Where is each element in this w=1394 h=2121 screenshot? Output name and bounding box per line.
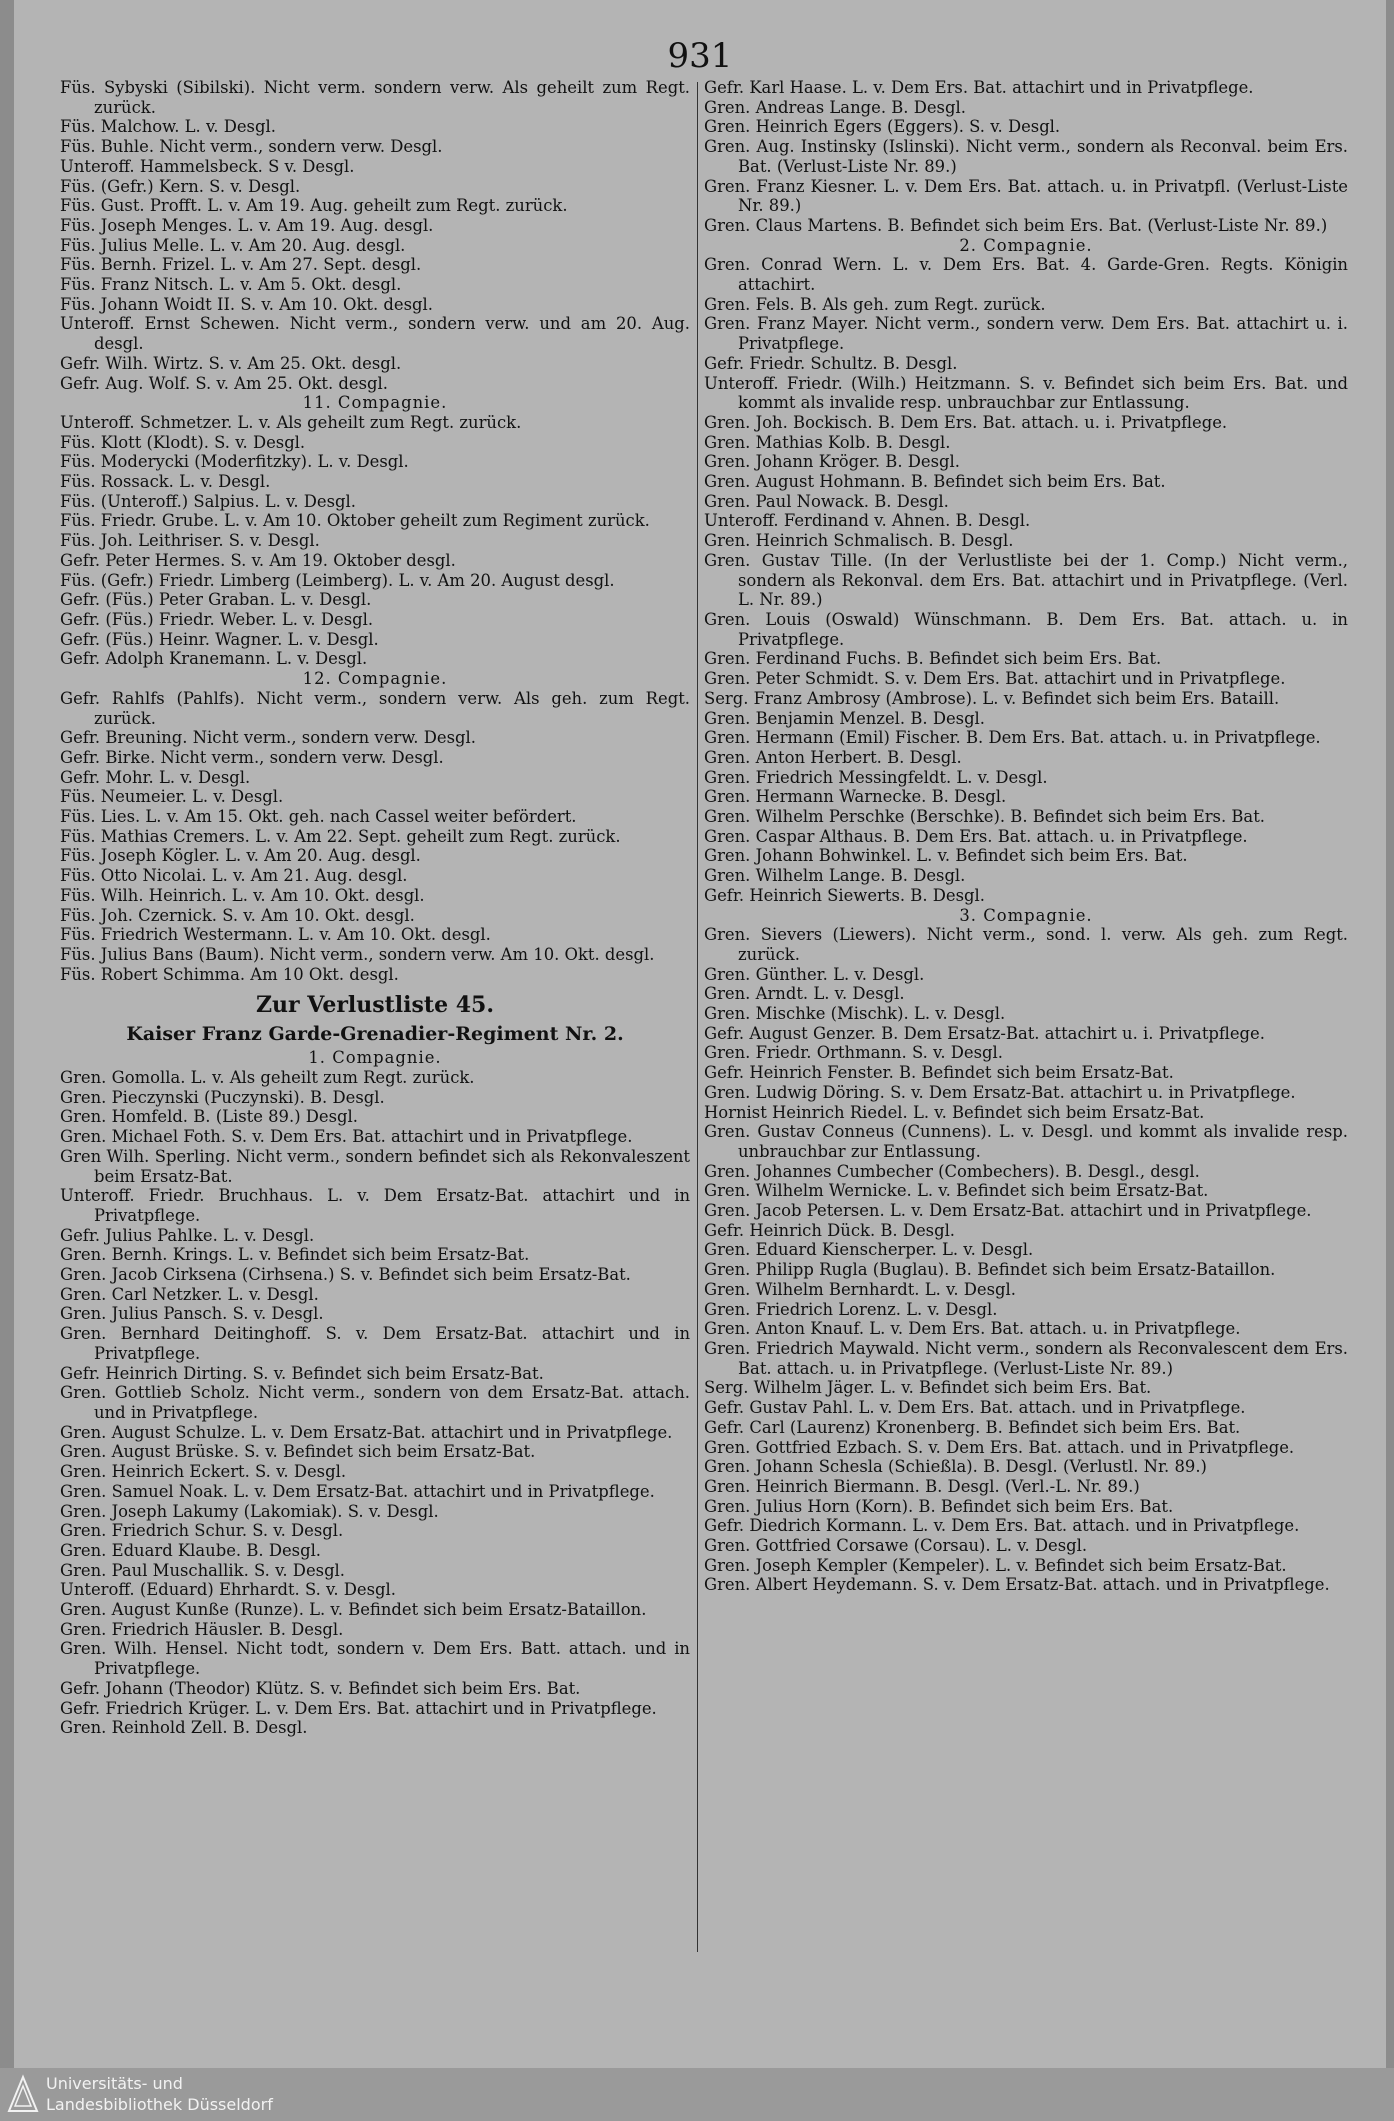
list-entry: Gefr. Breuning. Nicht verm., sondern verw. Desgl. (60, 728, 476, 748)
list-entry: Gren. Aug. Instinsky (Islinski). Nicht verm., sondern als Reconval. beim Ers. Bat. (Verlust-Liste Nr. 89.) (704, 137, 1348, 176)
list-entry: Gren. Anton Knauf. L. v. Dem Ers. Bat. attach. u. in Privatpflege. (704, 1319, 1241, 1339)
list-entry: Gren. Wilh. Hensel. Nicht todt, sondern v. Dem Ers. Batt. attach. und in Privatpflege. (60, 1639, 690, 1679)
list-entry: Gren. Johann Bohwinkel. L. v. Befindet sich beim Ers. Bat. (704, 846, 1188, 866)
list-entry: Füs. Johann Woidt II. S. v. Am 10. Okt. desgl. (60, 294, 433, 314)
list-entry: Gren. Anton Herbert. B. Desgl. (704, 747, 962, 767)
list-entry: Gren. Gottfried Corsawe (Corsau). L. v. Desgl. (704, 1536, 1088, 1556)
list-entry: Gren. Julius Horn (Korn). B. Befindet sich beim Ers. Bat. (704, 1496, 1174, 1516)
section-title: Zur Verlustliste 45. (255, 992, 495, 1019)
list-entry: Gren. Wilhelm Bernhardt. L. v. Desgl. (704, 1279, 1016, 1299)
list-entry: Gren. Bernhard Deitinghoff. S. v. Dem Ersatz-Bat. attachirt und in Privatpflege. (60, 1324, 690, 1363)
list-entry: Gren. Gustav Conneus (Cunnens). L. v. Desgl. und kommt als invalide resp. unbrauchbar zur Entlassung. (704, 1122, 1348, 1161)
list-entry: Gren. Caspar Althaus. B. Dem Ers. Bat. attach. u. in Privatpflege. (704, 826, 1248, 846)
list-entry: Füs. Gust. Profft. L. v. Am 19. Aug. geheilt zum Regt. zurück. (60, 196, 568, 216)
list-entry: Unteroff. Ernst Schewen. Nicht verm., sondern verw. und am 20. Aug. desgl. (60, 314, 690, 354)
list-entry: Füs. Joseph Kögler. L. v. Am 20. Aug. desgl. (60, 846, 421, 866)
list-entry: Unteroff. Hammelsbeck. S v. Desgl. (60, 156, 355, 176)
list-entry: Gren. Hermann (Emil) Fischer. B. Dem Ers. Bat. attach. u. in Privatpflege. (704, 728, 1321, 748)
list-entry: Füs. Franz Nitsch. L. v. Am 5. Okt. desgl. (60, 275, 402, 295)
list-entry: Gren. August Kunße (Runze). L. v. Befindet sich beim Ersatz-Bataillon. (60, 1600, 647, 1620)
list-entry: Gren. Friedrich Lorenz. L. v. Desgl. (704, 1299, 998, 1319)
list-entry: Gren. Mischke (Mischk). L. v. Desgl. (704, 1004, 1006, 1024)
list-entry: Gren Wilh. Sperling. Nicht verm., sondern befindet sich als Rekonvaleszent beim Ersatz-Bat. (60, 1146, 690, 1186)
list-entry: Gren. Friedr. Orthmann. S. v. Desgl. (704, 1043, 1003, 1063)
list-entry: Füs. Neumeier. L. v. Desgl. (60, 787, 284, 807)
list-entry: Gefr. Diedrich Kormann. L. v. Dem Ers. Bat. attach. und in Privatpflege. (704, 1516, 1300, 1536)
list-entry: Füs. Julius Bans (Baum). Nicht verm., sondern verw. Am 10. Okt. desgl. (60, 944, 655, 964)
list-entry: Gren. August Hohmann. B. Befindet sich beim Ers. Bat. (704, 472, 1166, 492)
list-entry: Gren. Jacob Cirksena (Cirhsena.) S. v. Befindet sich beim Ersatz-Bat. (60, 1265, 631, 1285)
list-entry: Füs. Malchow. L. v. Desgl. (60, 117, 276, 137)
list-entry: Gren. Paul Muschallik. S. v. Desgl. (60, 1560, 346, 1580)
right-column (704, 78, 1348, 1595)
list-entry: Gren. Homfeld. B. (Liste 89.) Desgl. (60, 1107, 358, 1127)
list-entry: Unteroff. Friedr. Bruchhaus. L. v. Dem Ersatz-Bat. attachirt und in Privatpflege. (60, 1186, 690, 1225)
company-heading: 12. Compagnie. (302, 669, 448, 689)
company-heading: 1. Compagnie. (308, 1048, 442, 1068)
list-entry: Gren. August Schulze. L. v. Dem Ersatz-Bat. attachirt und in Privatpflege. (60, 1422, 673, 1442)
list-entry: Gren. Günther. L. v. Desgl. (704, 964, 925, 984)
list-entry: Gren. Paul Nowack. B. Desgl. (704, 491, 949, 511)
list-entry: Gren. Philipp Rugla (Buglau). B. Befindet sich beim Ersatz-Bataillon. (704, 1260, 1276, 1280)
page-sheet (14, 0, 1386, 2068)
list-entry: Gefr. (Füs.) Friedr. Weber. L. v. Desgl. (60, 609, 374, 629)
list-entry: Füs. (Gefr.) Kern. S. v. Desgl. (60, 176, 301, 196)
company-heading: 3. Compagnie. (959, 905, 1093, 925)
list-entry: Gefr. Heinrich Fenster. B. Befindet sich beim Ersatz-Bat. (704, 1063, 1174, 1083)
list-entry: Füs. Moderycki (Moderfitzky). L. v. Desgl. (60, 452, 409, 472)
list-entry: Gren. Gottfried Ezbach. S. v. Dem Ers. Bat. attach. und in Privatpflege. (704, 1437, 1295, 1457)
list-entry: Gren. Joseph Kempler (Kempeler). L. v. Befindet sich beim Ersatz-Bat. (704, 1555, 1287, 1575)
list-entry: Gren. Bernh. Krings. L. v. Befindet sich beim Ersatz-Bat. (60, 1245, 530, 1265)
list-entry: Gefr. Aug. Wolf. S. v. Am 25. Okt. desgl. (60, 373, 388, 393)
list-entry: Gren. Benjamin Menzel. B. Desgl. (704, 708, 986, 728)
regiment-title: Kaiser Franz Garde-Grenadier-Regiment Nr. 2. (126, 1023, 624, 1046)
list-entry: Füs. Mathias Cremers. L. v. Am 22. Sept. geheilt zum Regt. zurück. (60, 826, 621, 846)
company-heading: 11. Compagnie. (302, 393, 448, 413)
list-entry: Gren. August Brüske. S. v. Befindet sich beim Ersatz-Bat. (60, 1442, 536, 1462)
list-entry: Gren. Friedrich Maywald. Nicht verm., sondern als Reconvalescent dem Ers. Bat. attach. u. in Privatpflege. (Verlust-Liste Nr. 89.) (704, 1339, 1348, 1378)
list-entry: Gren. Friedrich Schur. S. v. Desgl. (60, 1521, 344, 1541)
list-entry: Füs. Wilh. Heinrich. L. v. Am 10. Okt. desgl. (60, 885, 425, 905)
list-entry: Gren. Michael Foth. S. v. Dem Ers. Bat. attachirt und in Privatpflege. (60, 1127, 633, 1147)
list-entry: Gren. Eduard Kienscherper. L. v. Desgl. (704, 1240, 1034, 1260)
list-entry: Gren. Franz Mayer. Nicht verm., sondern verw. Dem Ers. Bat. attachirt u. i. Privatpflege. (704, 314, 1348, 354)
list-entry: Gren. Gottlieb Scholz. Nicht verm., sondern von dem Ersatz-Bat. attach. und in Privatpflege. (60, 1383, 690, 1422)
list-entry: Gren. Carl Netzker. L. v. Desgl. (60, 1284, 319, 1304)
list-entry: Gefr. Heinrich Dirting. S. v. Befindet sich beim Ersatz-Bat. (60, 1363, 544, 1383)
list-entry: Gefr. Peter Hermes. S. v. Am 19. Oktober desgl. (60, 550, 456, 570)
library-footer (0, 2068, 1394, 2121)
list-entry: Gren. Heinrich Schmalisch. B. Desgl. (704, 531, 1014, 551)
list-entry: Füs. (Gefr.) Friedr. Limberg (Leimberg). L. v. Am 20. August desgl. (60, 570, 615, 590)
list-entry: Gren. Conrad Wern. L. v. Dem Ers. Bat. 4. Garde-Gren. Regts. Königin attachirt. (704, 255, 1348, 295)
list-entry: Füs. Robert Schimma. Am 10 Okt. desgl. (60, 964, 399, 984)
list-entry: Gefr. August Genzer. B. Dem Ersatz-Bat. attachirt u. i. Privatpflege. (704, 1023, 1265, 1043)
list-entry: Gren. Julius Pansch. S. v. Desgl. (60, 1304, 324, 1324)
list-entry: Füs. (Unteroff.) Salpius. L. v. Desgl. (60, 491, 356, 511)
list-entry: Gefr. Heinrich Siewerts. B. Desgl. (704, 885, 985, 905)
list-entry: Gefr. Johann (Theodor) Klütz. S. v. Befindet sich beim Ers. Bat. (60, 1678, 581, 1698)
list-entry: Füs. Klott (Klodt). S. v. Desgl. (60, 432, 306, 452)
left-column (60, 78, 690, 1738)
list-entry: Gefr. Birke. Nicht verm., sondern verw. Desgl. (60, 747, 444, 767)
list-entry: Gefr. Gustav Pahl. L. v. Dem Ers. Bat. attach. und in Privatpflege. (704, 1398, 1246, 1418)
list-entry: Gefr. Wilh. Wirtz. S. v. Am 25. Okt. desgl. (60, 353, 402, 373)
list-entry: Gren. Fels. B. Als geh. zum Regt. zurück. (704, 294, 1046, 314)
list-entry: Gren. Ferdinand Fuchs. B. Befindet sich beim Ers. Bat. (704, 649, 1162, 669)
list-entry: Gren. Hermann Warnecke. B. Desgl. (704, 787, 1007, 807)
list-entry: Gren. Andreas Lange. B. Desgl. (704, 97, 966, 117)
list-entry: Füs. Friedrich Westermann. L. v. Am 10. Okt. desgl. (60, 925, 491, 945)
list-entry: Unteroff. (Eduard) Ehrhardt. S. v. Desgl. (60, 1580, 396, 1600)
list-entry: Füs. Joseph Menges. L. v. Am 19. Aug. desgl. (60, 215, 434, 235)
list-entry: Füs. Sybyski (Sibilski). Nicht verm. sondern verw. Als geheilt zum Regt. zurück. (60, 78, 690, 117)
list-entry: Gren. Ludwig Döring. S. v. Dem Ersatz-Bat. attachirt u. in Privatpflege. (704, 1082, 1296, 1102)
list-entry: Gren. Friedrich Häusler. B. Desgl. (60, 1619, 344, 1639)
list-entry: Gren. Eduard Klaube. B. Desgl. (60, 1540, 322, 1560)
list-entry: Gren. Sievers (Liewers). Nicht verm., sond. l. verw. Als geh. zum Regt. zurück. (704, 925, 1348, 964)
list-entry: Füs. Rossack. L. v. Desgl. (60, 472, 271, 492)
list-entry: Gren. Heinrich Egers (Eggers). S. v. Desgl. (704, 117, 1061, 137)
list-entry: Füs. Friedr. Grube. L. v. Am 10. Oktober geheilt zum Regiment zurück. (60, 511, 650, 531)
list-entry: Gefr. Julius Pahlke. L. v. Desgl. (60, 1225, 315, 1245)
list-entry: Gren. Reinhold Zell. B. Desgl. (60, 1718, 308, 1738)
list-entry: Füs. Joh. Leithriser. S. v. Desgl. (60, 531, 320, 551)
list-entry: Gefr. Friedr. Schultz. B. Desgl. (704, 353, 958, 373)
list-entry: Gren. Samuel Noak. L. v. Dem Ersatz-Bat. attachirt und in Privatpflege. (60, 1481, 655, 1501)
list-entry: Gefr. (Füs.) Peter Graban. L. v. Desgl. (60, 590, 372, 610)
list-entry: Gren. Mathias Kolb. B. Desgl. (704, 432, 951, 452)
library-name (46, 2073, 273, 2115)
list-entry: Gren. Wilhelm Perschke (Berschke). B. Befindet sich beim Ers. Bat. (704, 807, 1266, 827)
list-entry: Unteroff. Ferdinand v. Ahnen. B. Desgl. (704, 511, 1031, 531)
list-entry: Gren. Heinrich Eckert. S. v. Desgl. (60, 1462, 347, 1482)
list-entry: Gefr. Adolph Kranemann. L. v. Desgl. (60, 649, 368, 669)
list-entry: Füs. Buhle. Nicht verm., sondern verw. Desgl. (60, 137, 443, 157)
page-number: 931 (667, 36, 733, 76)
list-entry: Hornist Heinrich Riedel. L. v. Befindet sich beim Ersatz-Bat. (704, 1102, 1205, 1122)
list-entry: Gren. Wilhelm Wernicke. L. v. Befindet sich beim Ersatz-Bat. (704, 1181, 1209, 1201)
list-entry: Gren. Friedrich Messingfeldt. L. v. Desgl. (704, 767, 1048, 787)
list-entry: Gren. Pieczynski (Puczynski). B. Desgl. (60, 1087, 385, 1107)
list-entry: Gren. Claus Martens. B. Befindet sich beim Ers. Bat. (Verlust-Liste Nr. 89.) (704, 215, 1328, 235)
list-entry: Gren. Johann Schesla (Schießla). B. Desgl. (Verlustl. Nr. 89.) (704, 1457, 1207, 1477)
list-entry: Gefr. (Füs.) Heinr. Wagner. L. v. Desgl. (60, 629, 379, 649)
list-entry: Serg. Wilhelm Jäger. L. v. Befindet sich beim Ers. Bat. (704, 1378, 1152, 1398)
list-entry: Gren. Louis (Oswald) Wünschmann. B. Dem Ers. Bat. attach. u. in Privatpflege. (704, 609, 1348, 649)
list-entry: Gefr. Rahlfs (Pahlfs). Nicht verm., sondern verw. Als geh. zum Regt. zurück. (60, 688, 690, 728)
list-entry: Serg. Franz Ambrosy (Ambrose). L. v. Befindet sich beim Ers. Bataill. (704, 688, 1280, 708)
list-entry: Gren. Gustav Tille. (In der Verlustliste bei der 1. Comp.) Nicht verm., sondern als Rekonval. dem Ers. Bat. attachirt und in Privatpflege. (Verl. L. Nr. 89.) (704, 550, 1348, 610)
list-entry: Füs. Joh. Czernick. S. v. Am 10. Okt. desgl. (60, 905, 415, 925)
list-entry: Gefr. Karl Haase. L. v. Dem Ers. Bat. attachirt und in Privatpflege. (704, 78, 1254, 97)
list-entry: Unteroff. Schmetzer. L. v. Als geheilt zum Regt. zurück. (60, 412, 522, 432)
list-entry: Gren. Jacob Petersen. L. v. Dem Ersatz-Bat. attachirt und in Privatpflege. (704, 1201, 1312, 1221)
list-entry: Gren. Johannes Cumbecher (Combechers). B. Desgl., desgl. (704, 1161, 1200, 1181)
column-divider (697, 82, 698, 1952)
list-entry: Füs. Lies. L. v. Am 15. Okt. geh. nach Cassel weiter befördert. (60, 807, 577, 827)
list-entry: Gefr. Friedrich Krüger. L. v. Dem Ers. Bat. attachirt und in Privatpflege. (60, 1698, 657, 1718)
list-entry: Gren. Peter Schmidt. S. v. Dem Ers. Bat. attachirt und in Privatpflege. (704, 669, 1286, 689)
list-entry: Gefr. Carl (Laurenz) Kronenberg. B. Befindet sich beim Ers. Bat. (704, 1417, 1241, 1437)
library-name-line2: Landesbibliothek Düsseldorf (46, 2095, 273, 2114)
list-entry: Gren. Joh. Bockisch. B. Dem Ers. Bat. attach. u. i. Privatpflege. (704, 412, 1228, 432)
list-entry: Füs. Bernh. Frizel. L. v. Am 27. Sept. desgl. (60, 255, 422, 275)
list-entry: Gren. Wilhelm Lange. B. Desgl. (704, 866, 966, 886)
list-entry: Gren. Gomolla. L. v. Als geheilt zum Regt. zurück. (60, 1068, 475, 1088)
list-entry: Gren. Joseph Lakumy (Lakomiak). S. v. Desgl. (60, 1501, 439, 1521)
list-entry: Gren. Johann Kröger. B. Desgl. (704, 452, 960, 472)
list-entry: Gefr. Mohr. L. v. Desgl. (60, 767, 251, 787)
library-name-line1: Universitäts- und (46, 2074, 183, 2093)
list-entry: Gefr. Heinrich Dück. B. Desgl. (704, 1220, 956, 1240)
company-heading: 2. Compagnie. (959, 235, 1093, 255)
library-logo-icon (6, 2074, 40, 2114)
list-entry: Gren. Heinrich Biermann. B. Desgl. (Verl.-L. Nr. 89.) (704, 1476, 1140, 1496)
list-entry: Gren. Arndt. L. v. Desgl. (704, 984, 905, 1004)
list-entry: Gren. Franz Kiesner. L. v. Dem Ers. Bat. attach. u. in Privatpfl. (Verlust-Liste Nr. 89.) (704, 176, 1348, 216)
list-entry: Füs. Julius Melle. L. v. Am 20. Aug. desgl. (60, 235, 406, 255)
list-entry: Gren. Albert Heydemann. S. v. Dem Ersatz-Bat. attach. und in Privatpflege. (704, 1575, 1330, 1595)
list-entry: Füs. Otto Nicolai. L. v. Am 21. Aug. desgl. (60, 866, 408, 886)
list-entry: Unteroff. Friedr. (Wilh.) Heitzmann. S. v. Befindet sich beim Ers. Bat. und kommt als invalide resp. unbrauchbar zur Entlassung. (704, 373, 1348, 413)
